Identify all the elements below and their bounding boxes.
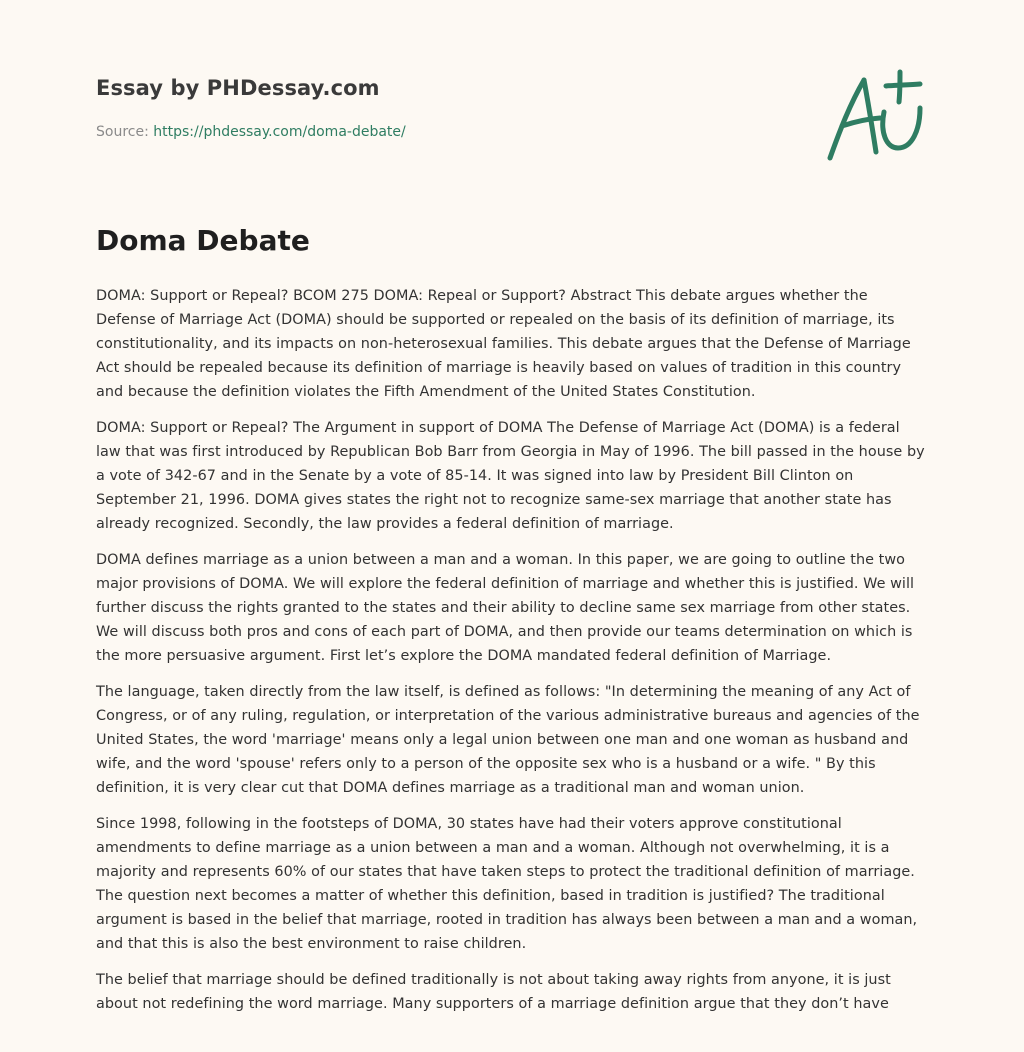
a-plus-grade-icon [824,68,928,164]
essay-paragraph: DOMA: Support or Repeal? BCOM 275 DOMA: Repeal or Support? Abstract This debate argues whether the Defense of Marriage Act (DOMA) should be supported or repealed on the basis of its definition of marriage, its constitutionality, and its impacts on non-heterosexual families. This debate argues that the Defense of Marriage Act should be repealed because its definition of marriage is heavily based on values of tradition in this country and because the definition violates the Fifth Amendment of the United States Constitution. [96,288,911,400]
site-brand-title: Essay by PHDessay.com [96,76,380,100]
essay-paragraph: Since 1998, following in the footsteps of DOMA, 30 states have had their voters approve constitutional amendments to define marriage as a union between a man and a woman. Although not overwhelming, it is a majority and represents 60% of our states that have taken steps to protect the traditional definition of marriage. The question next becomes a matter of whether this definition, based in tradition is justified? The traditional argument is based in the belief that marriage, rooted in tradition has always been between a man and a woman, and that this is also the best environment to raise children. [96,816,918,952]
essay-paragraph: DOMA: Support or Repeal? The Argument in support of DOMA The Defense of Marriage Act (DOMA) is a federal law that was first introduced by Republican Bob Barr from Georgia in May of 1996. The bill passed in the house by a vote of 342-67 and in the Senate by a vote of 85-14. It was signed into law by President Bill Clinton on September 21, 1996. DOMA gives states the right not to recognize same-sex marriage that another state has already recognized. Secondly, the law provides a federal definition of marriage. [96,420,925,532]
source-line [96,124,406,140]
essay-paragraph: The language, taken directly from the law itself, is defined as follows: "In determining the meaning of any Act of Congress, or of any ruling, regulation, or interpretation of the various administrative bureaus and agencies of the United States, the word 'marriage' means only a legal union between one man and one woman as husband and wife, and the word 'spouse' refers only to a person of the opposite sex who is a husband or a wife. " By this definition, it is very clear cut that DOMA defines marriage as a traditional man and woman union. [96,684,920,796]
essay-paragraph: DOMA defines marriage as a union between a man and a woman. In this paper, we are going to outline the two major provisions of DOMA. We will explore the federal definition of marriage and whether this is justified. We will further discuss the rights granted to the states and their ability to decline same sex marriage from other states. We will discuss both pros and cons of each part of DOMA, and then provide our teams determination on which is the more persuasive argument. First let’s explore the DOMA mandated federal definition of Marriage. [96,552,915,664]
source-link[interactable]: https://phdessay.com/doma-debate/ [153,124,406,140]
essay-paragraph: The belief that marriage should be defined traditionally is not about taking away rights from anyone, it is just about not redefining the word marriage. Many supporters of a marriage definition argue that they don’t have [96,972,891,1012]
source-label: Source: [96,124,154,140]
essay-body [96,284,928,1028]
essay-title: Doma Debate [96,224,310,257]
